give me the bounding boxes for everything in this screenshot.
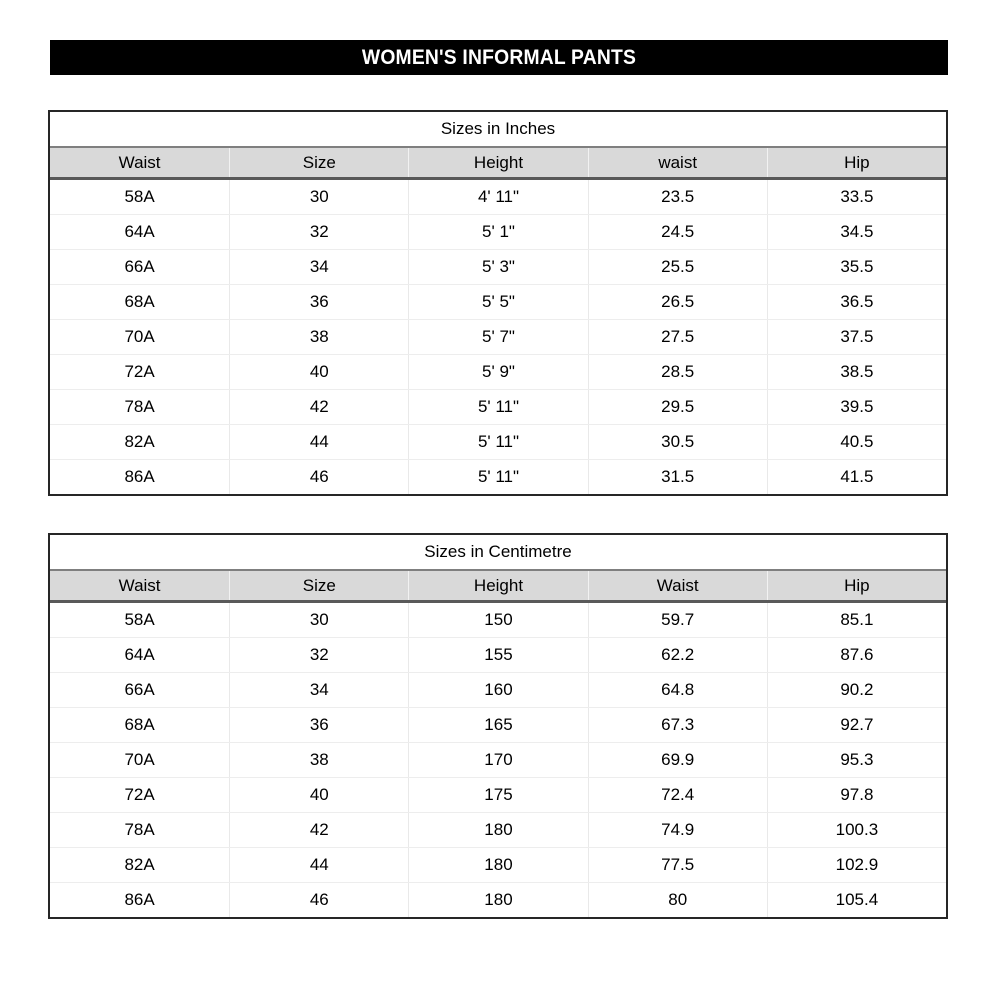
table-row <box>50 389 946 424</box>
table-cell: 78A <box>124 397 155 416</box>
page-title-banner <box>50 40 948 75</box>
table-cell: 82A <box>124 432 155 451</box>
table-cell: 4' 11" <box>408 180 587 214</box>
table-row <box>50 180 946 214</box>
column-header: Hip <box>767 571 946 600</box>
table-row <box>50 603 946 637</box>
table-cell: 31.5 <box>588 460 767 494</box>
table-cell: 92.7 <box>767 708 946 742</box>
table-row <box>50 847 946 882</box>
table-cell: 5' 7" <box>408 320 587 354</box>
inches-size-table <box>48 110 948 496</box>
table-cell: 66A <box>124 680 155 699</box>
table-row <box>50 284 946 319</box>
table-cell: 180 <box>408 883 587 917</box>
table-cell: 77.5 <box>588 848 767 882</box>
column-header: Height <box>408 571 587 600</box>
table-cell: 37.5 <box>767 320 946 354</box>
table-cell: 41.5 <box>767 460 946 494</box>
table-cell: 40 <box>229 778 408 812</box>
table-cell: 42 <box>229 813 408 847</box>
table-row <box>50 214 946 249</box>
table-cell: 38 <box>229 743 408 777</box>
table-cell: 78A <box>124 820 155 839</box>
table-row <box>50 777 946 812</box>
table-row <box>50 459 946 494</box>
table-cell: 34.5 <box>767 215 946 249</box>
table-header-row <box>50 569 946 603</box>
table-cell: 5' 11" <box>408 390 587 424</box>
table-cell: 34 <box>229 673 408 707</box>
table-row <box>50 882 946 917</box>
table-row <box>50 707 946 742</box>
table-cell: 44 <box>229 848 408 882</box>
table-cell: 24.5 <box>588 215 767 249</box>
table-cell: 90.2 <box>767 673 946 707</box>
table-cell: 70A <box>124 327 155 346</box>
table-cell: 86A <box>124 890 155 909</box>
table-cell: 39.5 <box>767 390 946 424</box>
table-cell: 5' 5" <box>408 285 587 319</box>
table-cell: 32 <box>229 638 408 672</box>
table-cell: 35.5 <box>767 250 946 284</box>
table-cell: 23.5 <box>588 180 767 214</box>
table-cell: 46 <box>229 883 408 917</box>
table-cell: 86A <box>124 467 155 486</box>
table-cell: 68A <box>124 292 155 311</box>
table-cell: 66A <box>124 257 155 276</box>
table-cell: 46 <box>229 460 408 494</box>
table-cell: 170 <box>408 743 587 777</box>
column-header: Size <box>229 571 408 600</box>
table-cell: 82A <box>124 855 155 874</box>
table-cell: 72A <box>124 362 155 381</box>
table-cell: 72.4 <box>588 778 767 812</box>
table-cell: 67.3 <box>588 708 767 742</box>
table-row <box>50 637 946 672</box>
table-cell: 29.5 <box>588 390 767 424</box>
table-cell: 59.7 <box>588 603 767 637</box>
table-cell: 100.3 <box>767 813 946 847</box>
table-cell: 85.1 <box>767 603 946 637</box>
column-header: Size <box>229 148 408 177</box>
table-cell: 64A <box>124 222 155 241</box>
table-cell: 38.5 <box>767 355 946 389</box>
table-cell: 30.5 <box>588 425 767 459</box>
table-cell: 36 <box>229 708 408 742</box>
table-cell: 5' 1" <box>408 215 587 249</box>
table-cell: 165 <box>408 708 587 742</box>
table-cell: 40 <box>229 355 408 389</box>
table-cell: 160 <box>408 673 587 707</box>
table-cell: 34 <box>229 250 408 284</box>
table-cell: 80 <box>588 883 767 917</box>
table-row <box>50 424 946 459</box>
table-cell: 150 <box>408 603 587 637</box>
table-cell: 155 <box>408 638 587 672</box>
table-row <box>50 742 946 777</box>
table-cell: 26.5 <box>588 285 767 319</box>
table-cell: 58A <box>124 187 155 206</box>
centimetre-size-table <box>48 533 948 919</box>
table-cell: 175 <box>408 778 587 812</box>
column-header: Waist <box>118 576 161 595</box>
table-header-row <box>50 146 946 180</box>
table-cell: 180 <box>408 813 587 847</box>
table-cell: 27.5 <box>588 320 767 354</box>
table-cell: 95.3 <box>767 743 946 777</box>
table-cell: 180 <box>408 848 587 882</box>
table-cell: 36.5 <box>767 285 946 319</box>
table-cell: 97.8 <box>767 778 946 812</box>
table-cell: 42 <box>229 390 408 424</box>
table-cell: 5' 3" <box>408 250 587 284</box>
table-cell: 70A <box>124 750 155 769</box>
table-title-inches: Sizes in Inches <box>440 119 556 138</box>
table-body <box>50 180 946 494</box>
table-cell: 5' 9" <box>408 355 587 389</box>
column-header: Waist <box>588 571 767 600</box>
table-row <box>50 812 946 847</box>
table-body <box>50 603 946 917</box>
table-cell: 25.5 <box>588 250 767 284</box>
table-cell: 64A <box>124 645 155 664</box>
table-row <box>50 319 946 354</box>
table-row <box>50 249 946 284</box>
table-cell: 102.9 <box>767 848 946 882</box>
column-header: Waist <box>118 153 161 172</box>
table-cell: 38 <box>229 320 408 354</box>
table-cell: 87.6 <box>767 638 946 672</box>
page-title: WOMEN'S INFORMAL PANTS <box>361 45 637 69</box>
column-header: Hip <box>767 148 946 177</box>
table-cell: 32 <box>229 215 408 249</box>
table-row <box>50 354 946 389</box>
table-cell: 44 <box>229 425 408 459</box>
table-title-centimetre: Sizes in Centimetre <box>424 542 572 561</box>
table-cell: 36 <box>229 285 408 319</box>
table-cell: 5' 11" <box>408 460 587 494</box>
table-cell: 28.5 <box>588 355 767 389</box>
table-cell: 58A <box>124 610 155 629</box>
table-cell: 105.4 <box>767 883 946 917</box>
table-cell: 30 <box>229 603 408 637</box>
table-cell: 40.5 <box>767 425 946 459</box>
table-cell: 72A <box>124 785 155 804</box>
table-cell: 64.8 <box>588 673 767 707</box>
table-cell: 69.9 <box>588 743 767 777</box>
table-cell: 30 <box>229 180 408 214</box>
table-cell: 62.2 <box>588 638 767 672</box>
column-header: Height <box>408 148 587 177</box>
table-cell: 74.9 <box>588 813 767 847</box>
table-cell: 33.5 <box>767 180 946 214</box>
table-row <box>50 672 946 707</box>
table-cell: 68A <box>124 715 155 734</box>
column-header: waist <box>588 148 767 177</box>
table-cell: 5' 11" <box>408 425 587 459</box>
